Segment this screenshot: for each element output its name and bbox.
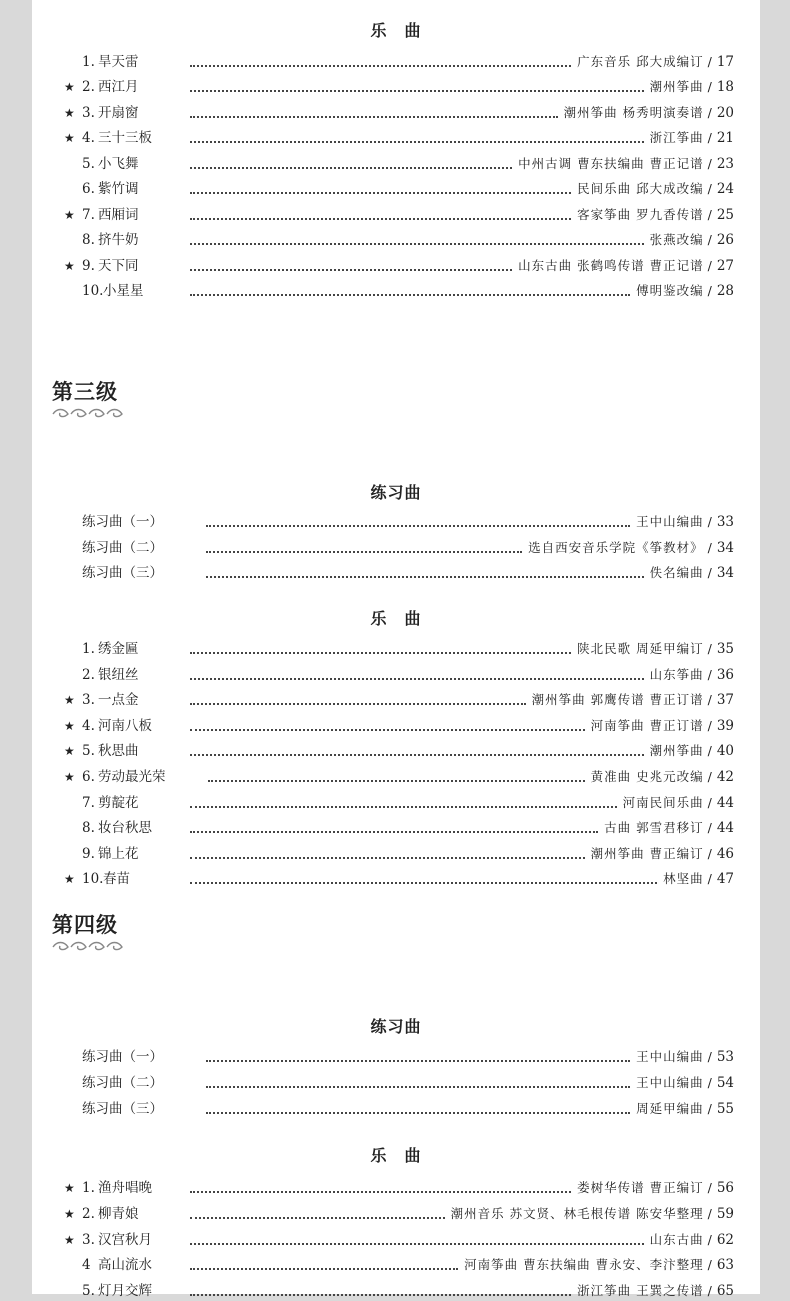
exercise-title: 练习曲（三） [82,1101,163,1117]
entry-number: 4. [82,718,95,734]
star-icon: ★ [64,872,75,886]
toc-page [32,0,760,1299]
entry-title: 天下同 [98,258,139,274]
page-number: 27 [716,258,734,274]
dot-leader [190,676,644,680]
toc-entry [64,128,734,148]
toc-entry [64,52,734,72]
page-number: 42 [716,769,734,785]
entry-number: 5. [82,156,95,172]
page-number: 40 [716,743,734,759]
entry-number: 7. [82,207,95,223]
separator: / [707,718,713,733]
entry-source-page [577,1281,734,1301]
entry-source-page [650,665,734,685]
entry-number: 3. [82,105,95,121]
star-icon: ★ [64,80,75,94]
entry-title: 劳动最光荣 [98,769,166,785]
entry-title: 挤牛奶 [98,232,139,248]
toc-entry [64,538,734,558]
star-icon: ★ [64,131,75,145]
toc-entry [64,103,734,123]
toc-entry [64,741,734,761]
entry-source: 浙江筝曲 [649,130,704,145]
entry-source-page [650,563,734,583]
entry-title: 绣金匾 [98,641,139,657]
entry-title: 三十三板 [98,130,152,146]
entry-title: 剪靛花 [98,795,139,811]
dot-leader [190,292,630,296]
star-icon: ★ [64,719,75,733]
entry-source-page [650,1230,734,1250]
entry-title: 渔舟唱晚 [98,1180,152,1196]
page-number: 53 [716,1049,734,1065]
wave-ornament-icon [52,403,124,422]
entry-title: 秋思曲 [98,743,139,759]
entry-source-page [577,179,734,199]
star-icon: ★ [64,693,75,707]
separator: / [707,1101,713,1116]
page-number: 63 [716,1257,734,1273]
entry-title: 汉宫秋月 [98,1232,152,1248]
toc-entry [64,1178,734,1198]
page-number: 34 [716,540,734,556]
entry-source-page [577,1178,734,1198]
dot-leader [206,574,644,578]
star-icon: ★ [64,1207,75,1221]
entry-title: 河南八板 [98,718,152,734]
page-number: 26 [716,232,734,248]
toc-entry [64,716,734,736]
entry-title: 春苗 [103,871,130,887]
toc-entry [64,1047,734,1067]
separator: / [707,641,713,656]
toc-entry [64,844,734,864]
entry-source: 王中山编曲 [636,514,704,529]
dot-leader [190,701,526,705]
page-number: 18 [716,79,734,95]
section-title: 练习曲 [370,483,422,502]
dot-leader [206,549,522,553]
dot-leader [190,829,598,833]
entry-source: 客家筝曲 罗九香传谱 [577,207,704,222]
page-number: 35 [716,641,734,657]
entry-source: 山东古曲 张鹤鸣传谱 曹正记谱 [518,258,704,273]
entry-source: 古曲 郭雪君移订 [604,820,704,835]
dot-leader [190,880,657,884]
entry-source-page [650,741,734,761]
entry-title: 西江月 [98,79,139,95]
page-number: 54 [716,1075,734,1091]
entry-title: 一点金 [98,692,139,708]
separator: / [707,283,713,298]
page-number: 34 [716,565,734,581]
entry-source-page [636,1047,734,1067]
separator: / [707,667,713,682]
separator: / [707,846,713,861]
toc-entry [64,563,734,583]
entry-number: 9. [82,846,95,862]
star-icon: ★ [64,1233,75,1247]
star-icon: ★ [64,1181,75,1195]
dot-leader [206,1058,630,1062]
entry-number: 10. [82,283,104,299]
entry-source-page [528,538,734,558]
dot-leader [190,855,585,859]
entry-number: 4 [82,1257,91,1273]
separator: / [707,1283,713,1298]
separator: / [707,692,713,707]
entry-number: 1. [82,1180,95,1196]
toc-entry [64,818,734,838]
toc-entry [64,256,734,276]
entry-source-page [451,1204,734,1224]
toc-entry [64,1073,734,1093]
separator: / [707,207,713,222]
toc-entry [64,154,734,174]
toc-entry [64,230,734,250]
entry-source: 山东古曲 [649,1232,704,1247]
entry-source: 河南民间乐曲 [622,795,704,810]
dot-leader [190,139,644,143]
entry-number: 2. [82,1206,95,1222]
separator: / [707,181,713,196]
page-number: 25 [716,207,734,223]
dot-leader [190,1189,571,1193]
toc-entry [64,512,734,532]
toc-entry [64,1255,734,1275]
toc-entry [64,179,734,199]
dot-leader [208,778,585,782]
star-icon: ★ [64,770,75,784]
entry-source-page [636,281,734,301]
dot-leader [190,752,644,756]
page-number: 39 [716,718,734,734]
entry-source-page [604,818,734,838]
entry-source: 潮州筝曲 [649,743,704,758]
entry-title: 银纽丝 [98,667,139,683]
entry-source: 河南筝曲 曹正订谱 [590,718,704,733]
entry-source-page [591,844,734,864]
entry-title: 灯月交辉 [98,1283,152,1299]
entry-title: 小星星 [103,283,144,299]
page-number: 21 [716,130,734,146]
entry-number: 9. [82,258,95,274]
toc-entry [64,869,734,889]
separator: / [707,1257,713,1272]
page-number: 62 [716,1232,734,1248]
entry-source: 选自西安音乐学院《筝教材》 [528,540,704,555]
page-number: 24 [716,181,734,197]
entry-source: 潮州筝曲 [649,79,704,94]
separator: / [707,795,713,810]
section-title: 乐 曲 [370,609,422,628]
page-number: 20 [716,105,734,121]
separator: / [707,565,713,580]
entry-source: 民间乐曲 邱大成改编 [577,181,704,196]
entry-source-page [518,256,734,276]
separator: / [707,105,713,120]
entry-source-page [650,128,734,148]
dot-leader [190,1215,445,1219]
entry-source: 潮州筝曲 杨秀明演奏谱 [563,105,704,120]
dot-leader [190,804,617,808]
entry-source-page [636,512,734,532]
entry-number: 4. [82,130,95,146]
separator: / [707,130,713,145]
entry-number: 3. [82,1232,95,1248]
exercise-title: 练习曲（三） [82,565,163,581]
toc-entry [64,793,734,813]
dot-leader [190,190,571,194]
toc-entry [64,1204,734,1224]
toc-entry [64,665,734,685]
entry-source: 张燕改编 [649,232,704,247]
entry-source-page [650,77,734,97]
toc-entry [64,690,734,710]
separator: / [707,1232,713,1247]
entry-title: 柳青娘 [98,1206,139,1222]
toc-entry [64,205,734,225]
star-icon: ★ [64,106,75,120]
wave-ornament-icon [52,936,124,955]
separator: / [707,514,713,529]
dot-leader [206,1110,630,1114]
entry-source-page [623,793,734,813]
entry-source: 中州古调 曹东扶编曲 曹正记谱 [518,156,704,171]
entry-source-page [464,1255,734,1275]
star-icon: ★ [64,744,75,758]
entry-source: 佚名编曲 [649,565,704,580]
entry-title: 锦上花 [98,846,139,862]
toc-entry [64,639,734,659]
entry-source-page [577,639,734,659]
entry-number: 1. [82,641,95,657]
dot-leader [206,1084,630,1088]
entry-source-page [577,52,734,72]
dot-leader [190,88,644,92]
entry-source: 王中山编曲 [636,1075,704,1090]
separator: / [707,54,713,69]
separator: / [707,156,713,171]
toc-entry [64,1281,734,1301]
entry-source-page [591,767,734,787]
entry-source: 娄树华传谱 曹正编订 [577,1180,704,1195]
separator: / [707,258,713,273]
page-number: 28 [716,283,734,299]
entry-title: 小飞舞 [98,156,139,172]
entry-number: 6. [82,181,95,197]
section-title: 乐 曲 [370,21,422,40]
entry-title: 妆台秋思 [98,820,152,836]
entry-number: 2. [82,79,95,95]
page-number: 56 [716,1180,734,1196]
entry-source: 黄准曲 史兆元改编 [590,769,704,784]
page-number: 47 [716,871,734,887]
entry-source: 傅明鉴改编 [636,283,704,298]
entry-source-page [518,154,734,174]
entry-number: 10. [82,871,104,887]
dot-leader [190,1241,644,1245]
separator: / [707,871,713,886]
entry-number: 1. [82,54,95,70]
dot-leader [190,216,571,220]
entry-source-page [577,205,734,225]
entry-title: 紫竹调 [98,181,139,197]
entry-source: 山东筝曲 [649,667,704,682]
separator: / [707,769,713,784]
level-heading: 第三级 [52,379,118,404]
entry-source-page [532,690,734,710]
page-number: 55 [716,1101,734,1117]
page-number: 65 [716,1283,734,1299]
page-number: 23 [716,156,734,172]
entry-source: 王中山编曲 [636,1049,704,1064]
entry-source-page [636,1099,734,1119]
entry-source: 潮州音乐 苏文贤、林毛根传谱 陈安华整理 [450,1206,704,1221]
star-icon: ★ [64,208,75,222]
entry-number: 8. [82,232,95,248]
separator: / [707,1180,713,1195]
entry-source: 潮州筝曲 郭鹰传谱 曹正订谱 [531,692,704,707]
page-number: 46 [716,846,734,862]
separator: / [707,540,713,555]
dot-leader [190,727,585,731]
exercise-title: 练习曲（二） [82,1075,163,1091]
dot-leader [190,1266,458,1270]
exercise-title: 练习曲（二） [82,540,163,556]
toc-entry [64,1230,734,1250]
entry-source: 陕北民歌 周延甲编订 [577,641,704,656]
star-icon: ★ [64,259,75,273]
dot-leader [190,241,644,245]
entry-number: 5. [82,743,95,759]
entry-number: 3. [82,692,95,708]
separator: / [707,79,713,94]
entry-source: 林坚曲 [663,871,704,886]
entry-source: 浙江筝曲 王巽之传谱 [577,1283,704,1298]
page-number: 17 [716,54,734,70]
separator: / [707,820,713,835]
entry-title: 开扇窗 [98,105,139,121]
dot-leader [190,1292,571,1296]
exercise-title: 练习曲（一） [82,514,163,530]
separator: / [707,1075,713,1090]
separator: / [707,232,713,247]
entry-source-page [650,230,734,250]
entry-title: 高山流水 [98,1257,152,1273]
separator: / [707,1049,713,1064]
page-number: 36 [716,667,734,683]
section-title: 乐 曲 [370,1146,422,1165]
toc-entry [64,281,734,301]
dot-leader [190,650,571,654]
entry-source-page [591,716,734,736]
dot-leader [190,267,512,271]
entry-source: 河南筝曲 曹东扶编曲 曹永安、李汴整理 [464,1257,704,1272]
dot-leader [190,63,571,67]
page-number: 33 [716,514,734,530]
entry-number: 7. [82,795,95,811]
entry-title: 旱天雷 [98,54,139,70]
exercise-title: 练习曲（一） [82,1049,163,1065]
entry-number: 5. [82,1283,95,1299]
entry-source: 周延甲编曲 [636,1101,704,1116]
entry-source-page [636,1073,734,1093]
entry-source-page [663,869,734,889]
level-heading: 第四级 [52,912,118,937]
entry-number: 2. [82,667,95,683]
separator: / [707,1206,713,1221]
dot-leader [190,165,512,169]
page-number: 37 [716,692,734,708]
entry-title: 西厢词 [98,207,139,223]
toc-entry [64,77,734,97]
page-number: 44 [716,820,734,836]
dot-leader [206,523,630,527]
entry-source: 广东音乐 邱大成编订 [577,54,704,69]
section-title: 练习曲 [370,1017,422,1036]
toc-entry [64,1099,734,1119]
entry-number: 8. [82,820,95,836]
toc-entry [64,767,734,787]
entry-number: 6. [82,769,95,785]
entry-source: 潮州筝曲 曹正编订 [590,846,704,861]
separator: / [707,743,713,758]
page-number: 44 [716,795,734,811]
dot-leader [190,114,558,118]
entry-source-page [564,103,734,123]
page-number: 59 [716,1206,734,1222]
